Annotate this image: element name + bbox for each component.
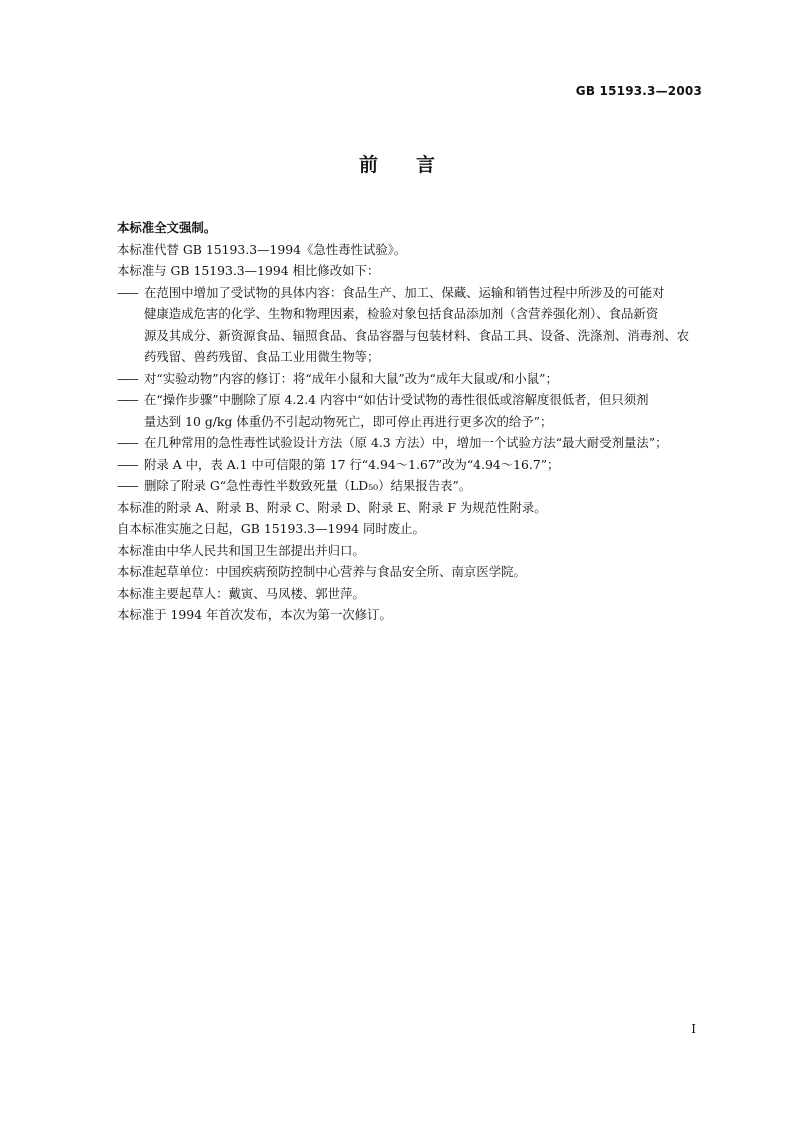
dash-marker: —— <box>117 478 136 493</box>
mandatory-statement: 本标准全文强制。 <box>117 220 217 235</box>
change-line: 附录 A 中，表 A.1 中可信限的第 17 行“4.94～1.67”改为“4.94～16.7”； <box>144 456 560 472</box>
change-item-animals <box>117 368 703 390</box>
standard-number: GB 15193.3—2003 <box>575 84 702 98</box>
change-item-scope <box>117 282 703 368</box>
change-line: 药残留、兽药残留、食品工业用微生物等； <box>144 349 380 364</box>
publication-history-statement: 本标准于 1994 年首次发布，本次为第一次修订。 <box>117 607 392 622</box>
change-line: 源及其成分、新资源食品、辐照食品、食品容器与包装材料、食品工具、设备、洗涤剂、消毒剂、农 <box>144 327 690 343</box>
change-item-appendix-a <box>117 454 703 476</box>
change-line: 量达到 10 g/kg 体重仍不引起动物死亡，即可停止再进行更多次的给予”； <box>144 413 553 429</box>
changes-intro: 本标准与 GB 15193.3—1994 相比修改如下： <box>117 263 380 278</box>
change-text <box>144 432 703 454</box>
dash-marker: —— <box>117 435 136 450</box>
page-title: 前言 <box>358 154 473 176</box>
change-text <box>144 282 703 368</box>
change-text <box>144 454 703 476</box>
change-text <box>144 475 703 497</box>
change-item-appendix-g <box>117 475 703 497</box>
drafting-units-statement: 本标准起草单位：中国疾病预防控制中心营养与食品安全所、南京医学院。 <box>117 564 526 579</box>
change-text <box>144 368 703 390</box>
dash-marker: —— <box>117 456 136 472</box>
dash-marker: —— <box>117 284 136 300</box>
change-line: 健康造成危害的化学、生物和物理因素，检验对象包括食品添加剂（含营养强化剂）、食品新资 <box>144 306 659 321</box>
appendix-statement: 本标准的附录 A、附录 B、附录 C、附录 D、附录 E、附录 F 为规范性附录。 <box>117 499 547 515</box>
foreword-body <box>117 217 703 626</box>
replacement-statement: 本标准代替 GB 15193.3—1994《急性毒性试验》。 <box>117 241 407 257</box>
change-line: 在范围中增加了受试物的具体内容：食品生产、加工、保藏、运输和销售过程中所涉及的可能对 <box>144 284 665 300</box>
drafters-statement: 本标准主要起草人：戴寅、马凤楼、郭世萍。 <box>117 585 365 601</box>
change-item-procedure <box>117 389 703 432</box>
dash-marker: —— <box>117 370 136 386</box>
dash-marker: —— <box>117 392 136 407</box>
change-line: 对“实验动物”内容的修订：将“成年小鼠和大鼠”改为“成年大鼠或/和小鼠”； <box>144 370 558 386</box>
change-line: 在“操作步骤”中删除了原 4.2.4 内容中“如估计受试物的毒性很低或溶解度很低者，但只须剂 <box>144 392 649 407</box>
change-item-methods <box>117 432 703 454</box>
proposer-statement: 本标准由中华人民共和国卫生部提出并归口。 <box>117 542 365 558</box>
abolition-statement: 自本标准实施之日起，GB 15193.3—1994 同时废止。 <box>117 521 425 536</box>
page-number: I <box>691 1022 696 1036</box>
change-text <box>144 389 703 432</box>
change-line: 删除了附录 G“急性毒性半数致死量（LD₅₀）结果报告表”。 <box>144 478 472 493</box>
change-line: 在几种常用的急性毒性试验设计方法（原 4.3 方法）中，增加一个试验方法“最大耐受剂量法”； <box>144 435 668 450</box>
